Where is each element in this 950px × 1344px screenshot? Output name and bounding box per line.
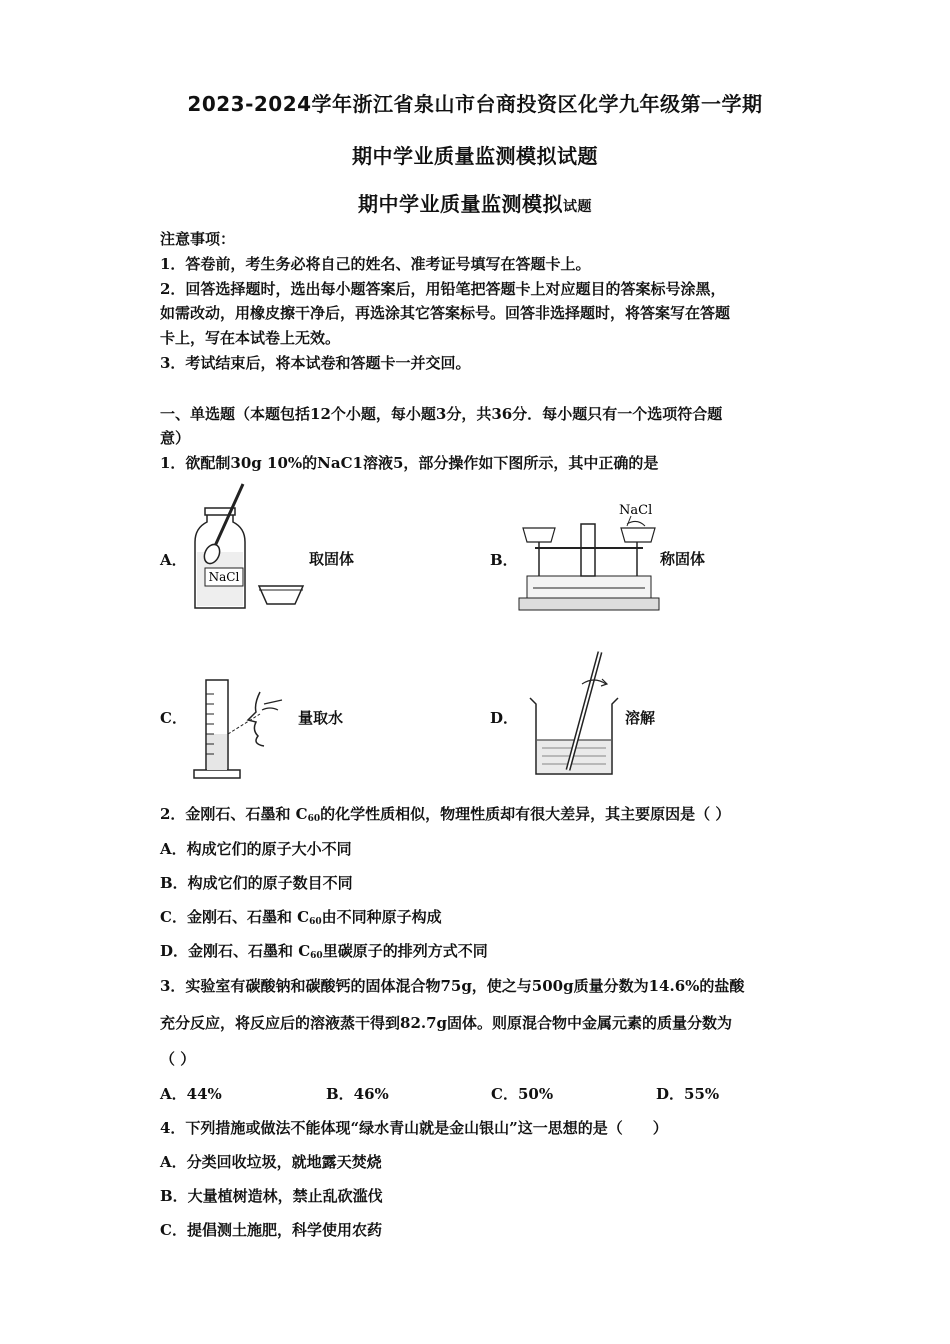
notice-item-2b: 如需改动，用橡皮擦干净后，再选涂其它答案标号。回答非选择题时，将答案写在答题 bbox=[160, 304, 731, 322]
q3-option-b: B．46% bbox=[326, 1085, 389, 1103]
q4-stem: 4．下列措施或做法不能体现“绿水青山就是金山银山”这一思想的是（ ） bbox=[160, 1119, 668, 1137]
q1-stem: 1．欲配制30g 10%的NaC1溶液5，部分操作如下图所示，其中正确的是 bbox=[160, 454, 659, 472]
q1-option-b-figure-label: NaCl bbox=[619, 503, 653, 518]
q1-option-b-label: B． bbox=[490, 551, 518, 569]
notice-item-1: 1．答卷前，考生务必将自己的姓名、准考证号填写在答题卡上。 bbox=[160, 255, 591, 273]
q1-option-c-label: C． bbox=[160, 709, 187, 727]
q2-option-c-pre: C．金刚石、石墨和 C bbox=[160, 908, 310, 926]
q2-stem-post: 的化学性质相似，物理性质却有很大差异，其主要原因是（ ） bbox=[320, 805, 731, 823]
title-line-3-small: 试题 bbox=[563, 199, 592, 215]
notice-item-2a: 2．回答选择题时，选出每小题答案后，用铅笔把答题卡上对应题目的答案标号涂黑， bbox=[160, 280, 726, 298]
q4-option-a: A．分类回收垃圾，就地露天焚烧 bbox=[160, 1153, 382, 1171]
notice-heading: 注意事项： bbox=[160, 230, 236, 248]
q4-option-b: B．大量植树造林，禁止乱砍滥伐 bbox=[160, 1187, 383, 1205]
q1-option-d-label: D． bbox=[490, 709, 519, 727]
q2-option-c-sub: 60 bbox=[309, 917, 322, 927]
q1-option-d-figure bbox=[524, 648, 624, 778]
q2-option-d-post: 里碳原子的排列方式不同 bbox=[322, 942, 488, 960]
q1-option-b-figure bbox=[515, 498, 665, 614]
title-line-2: 期中学业质量监测模拟试题 bbox=[352, 144, 598, 168]
q3-stem-a: 3．实验室有碳酸钠和碳酸钙的固体混合物75g，使之与500g质量分数为14.6%的盐酸 bbox=[160, 977, 745, 995]
q2-option-d-sub: 60 bbox=[310, 951, 323, 961]
q4-option-c: C．提倡测土施肥，科学使用农药 bbox=[160, 1221, 382, 1239]
q2-option-d-pre: D．金刚石、石墨和 C bbox=[160, 942, 311, 960]
q1-option-a-figure bbox=[185, 482, 315, 612]
notice-item-3: 3．考试结束后，将本试卷和答题卡一并交回。 bbox=[160, 354, 471, 372]
q3-option-d: D．55% bbox=[656, 1085, 720, 1103]
section-1-heading-b: 意） bbox=[160, 429, 191, 447]
q1-option-d-caption: 溶解 bbox=[625, 709, 656, 727]
q2-stem-sub: 60 bbox=[307, 814, 321, 824]
q2-option-c-post: 由不同种原子构成 bbox=[321, 908, 442, 926]
q2-stem-pre: 2．金刚石、石墨和 C bbox=[160, 805, 308, 823]
q1-option-c-caption: 量取水 bbox=[298, 709, 344, 727]
q3-stem-b: 充分反应，将反应后的溶液蒸干得到82.7g固体。则原混合物中金属元素的质量分数为 bbox=[160, 1014, 733, 1032]
q2-option-b: B．构成它们的原子数目不同 bbox=[160, 874, 353, 892]
q2-option-c bbox=[160, 906, 442, 927]
q2-option-d bbox=[160, 940, 488, 961]
q1-option-b-caption: 称固体 bbox=[660, 550, 706, 568]
title-line-3 bbox=[0, 188, 950, 217]
q1-option-a-caption: 取固体 bbox=[309, 550, 355, 568]
q1-option-c-figure bbox=[190, 674, 290, 780]
section-1-heading-a: 一、单选题（本题包括12个小题，每小题3分，共36分．每小题只有一个选项符合题 bbox=[160, 405, 723, 423]
q2-stem bbox=[160, 803, 730, 824]
q3-stem-c: （ ） bbox=[160, 1050, 196, 1068]
q3-option-c: C．50% bbox=[491, 1085, 554, 1103]
q1-option-a-figure-label: NaCl bbox=[208, 570, 240, 584]
title-line-3-main: 期中学业质量监测模拟 bbox=[358, 192, 563, 216]
notice-item-2c: 卡上，写在本试卷上无效。 bbox=[160, 329, 341, 347]
q2-option-a: A．构成它们的原子大小不同 bbox=[160, 840, 352, 858]
q3-option-a: A．44% bbox=[160, 1085, 222, 1103]
q1-option-a-label: A． bbox=[160, 551, 187, 569]
title-line-1: 2023-2024学年浙江省泉山市台商投资区化学九年级第一学期 bbox=[187, 92, 763, 116]
